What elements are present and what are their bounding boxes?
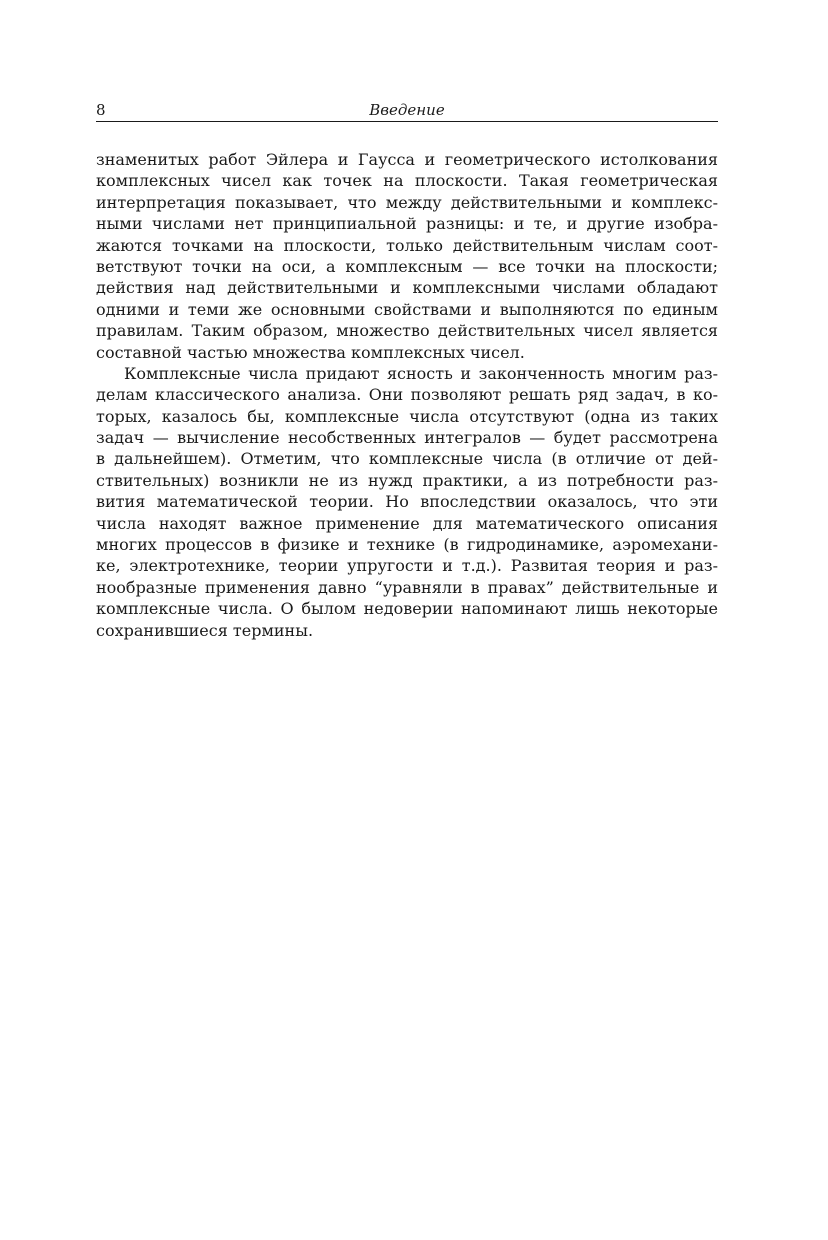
text-line: правилам. Таким образом, множество действительных чисел является xyxy=(96,321,718,341)
text-line: составной частью множества комплексных чисел. xyxy=(96,342,525,362)
text-line: в дальнейшем). Отметим, что комплексные числа (в отличие от дей- xyxy=(96,449,718,469)
text-line: знаменитых работ Эйлера и Гаусса и геометрического истолкования xyxy=(96,150,718,169)
running-title: Введение xyxy=(369,101,445,119)
text-line: комплексные числа. О былом недоверии напоминают лишь некоторые xyxy=(96,599,718,619)
text-line: ными числами нет принципиальной разницы: и те, и другие изобра- xyxy=(96,214,718,234)
text-line: Комплексные числа придают ясность и законченность многим раз- xyxy=(124,363,718,383)
text-line: интерпретация показывает, что между действительными и комплекс- xyxy=(96,192,718,212)
text-line: делам классического анализа. Они позволяют решать ряд задач, в ко- xyxy=(96,385,718,405)
body-text xyxy=(96,149,718,641)
text-line: сохранившиеся термины. xyxy=(96,620,314,640)
text-line: многих процессов в физике и технике (в гидродинамике, аэромехани- xyxy=(96,535,718,555)
text-line: ствительных) возникли не из нужд практики, а из потребности раз- xyxy=(96,470,718,490)
text-line: ветствуют точки на оси, а комплексным — все точки на плоскости; xyxy=(96,256,718,276)
text-line: жаются точками на плоскости, только действительным числам соот- xyxy=(96,235,718,255)
page-header xyxy=(96,101,718,122)
page-number: 8 xyxy=(96,101,106,119)
text-line: комплексных чисел как точек на плоскости. Такая геометрическая xyxy=(96,171,718,191)
text-line: числа находят важное применение для математического описания xyxy=(96,513,718,533)
paragraph-1 xyxy=(96,149,718,363)
text-line: задач — вычисление несобственных интегралов — будет рассмотрена xyxy=(96,428,718,448)
text-line: ке, электротехнике, теории упругости и т.д.). Развитая теория и раз- xyxy=(96,556,718,576)
text-line: одними и теми же основными свойствами и выполняются по единым xyxy=(96,299,718,319)
text-line: вития математической теории. Но впоследствии оказалось, что эти xyxy=(96,492,718,512)
text-line: нообразные применения давно “уравняли в правах” действительные и xyxy=(96,577,718,597)
paragraph-2 xyxy=(96,363,718,641)
text-line: действия над действительными и комплексными числами обладают xyxy=(96,278,718,298)
text-line: торых, казалось бы, комплексные числа отсутствуют (одна из таких xyxy=(96,406,718,426)
